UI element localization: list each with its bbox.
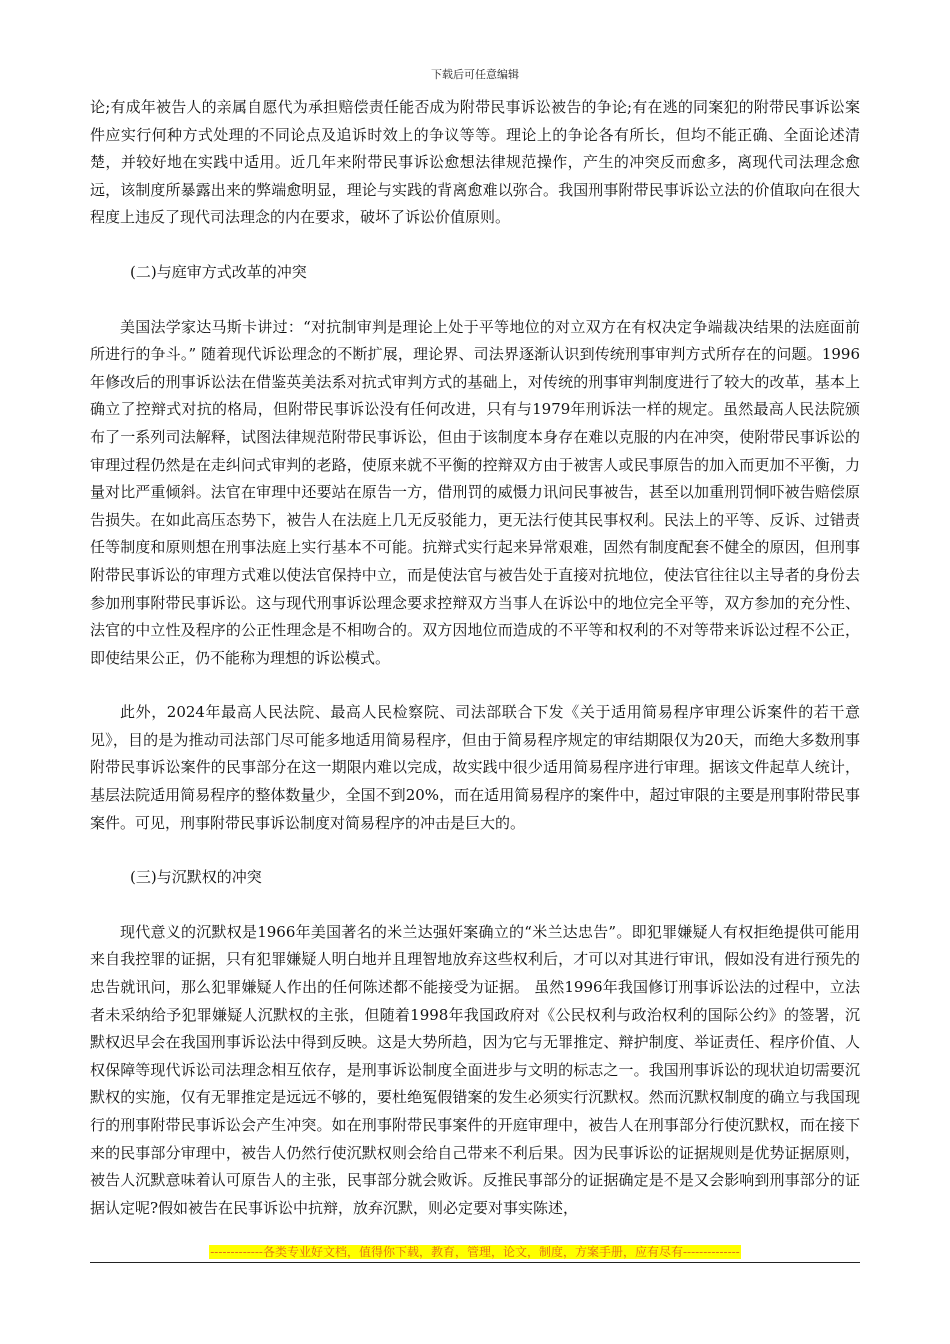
paragraph-3: 此外，2024年最高人民法院、最高人民检察院、司法部联合下发《关于适用简易程序审理公诉案件的若干意见》，目的是为推动司法部门尽可能多地适用简易程序，但由于简易程序规定的审结期限仅为20天，而绝大多数刑事附带民事诉讼案件的民事部分在这一期限内难以完成，故实践中很少适用简易程序进行审理。据该文件起草人统计，基层法院适用简易程序的整体数量少，全国不到20%，而在适用简易程序的案件中，超过审限的主要是刑事附带民事案件。可见，刑事附带民事诉讼制度对简易程序的冲击是巨大的。 bbox=[90, 703, 860, 832]
section-heading-2: (二)与庭审方式改革的冲突 bbox=[130, 262, 307, 281]
paragraph-1: 论;有成年被告人的亲属自愿代为承担赔偿责任能否成为附带民事诉讼被告的争论;有在逃的同案犯的附带民事诉讼案件应实行何种方式处理的不同论点及追诉时效上的争议等等。理论上的争论各有所长，但均不能正确、全面论述清楚，并较好地在实践中适用。近几年来附带民事诉讼愈想法律规范操作，产生的冲突反而愈多，离现代司法理念愈远，该制度所暴露出来的弊端愈明显，理论与实践的背离愈难以弥合。我国刑事附带民事诉讼立法的价值取向在很大程度上违反了现代司法理念的内在要求，破坏了诉讼价值原则。 bbox=[90, 98, 860, 227]
footer-banner-text: -------------各类专业好文档，值得你下载，教育，管理，论文，制度，方案手册，应有尽有-------------- bbox=[210, 1245, 740, 1259]
paragraph-gap bbox=[90, 892, 860, 919]
paragraph-gap bbox=[90, 672, 860, 699]
paragraph-gap bbox=[90, 287, 860, 314]
page-footer bbox=[0, 1241, 950, 1260]
paragraph-gap bbox=[90, 232, 860, 259]
paragraph-gap bbox=[90, 837, 860, 864]
footer-divider bbox=[90, 1262, 860, 1263]
page-header: 下载后可任意编辑 bbox=[431, 68, 519, 81]
paragraph-2: 美国法学家达马斯卡讲过：“对抗制审判是理论上处于平等地位的对立双方在有权决定争端裁决结果的法庭面前所进行的争斗。” 随着现代诉讼理念的不断扩展，理论界、司法界逐渐认识到传统刑事审判方式所存在的问题。1996年修改后的刑事诉讼法在借鉴英美法系对抗式审判方式的基础上，对传统的刑事审判制度进行了较大的改革，基本上确立了控辩式对抗的格局，但附带民事诉讼没有任何改进，只有与1979年刑诉法一样的规定。虽然最高人民法院颁布了一系列司法解释，试图法律规范附带民事诉讼，但由于该制度本身存在难以克服的内在冲突，使附带民事诉讼的审理过程仍然是在走纠问式审判的老路，使原来就不平衡的控辩双方由于被害人或民事原告的加入而更加不平衡，力量对比严重倾斜。法官在审理中还要站在原告一方，借刑罚的威慑力讯问民事被告，甚至以加重刑罚恫吓被告赔偿原告损失。在如此高压态势下，被告人在法庭上几无反驳能力，更无法行使其民事权利。民法上的平等、反诉、过错责任等制度和原则想在刑事法庭上实行基本不可能。抗辩式实行起来异常艰难，固然有制度配套不健全的原因，但刑事附带民事诉讼的审理方式难以使法官保持中立，而是使法官与被告处于直接对抗地位，使法官往往以主导者的身份去参加刑事附带民事诉讼。这与现代刑事诉讼理念要求控辩双方当事人在诉讼中的地位完全平等，双方参加的充分性、法官的中立性及程序的公正性理念是不相吻合的。双方因地位而造成的不平等和权利的不对等带来诉讼过程不公正，即使结果公正，仍不能称为理想的诉讼模式。 bbox=[90, 317, 860, 667]
paragraph-4: 现代意义的沉默权是1966年美国著名的米兰达强奸案确立的“米兰达忠告”。即犯罪嫌疑人有权拒绝提供可能用来自我控罪的证据，只有犯罪嫌疑人明白地并且理智地放弃这些权利后，才可以对其进行审讯，假如没有进行预先的忠告就讯问，那么犯罪嫌疑人作出的任何陈述都不能接受为证据。 虽然1996年我国修订刑事诉讼法的过程中，立法者未采纳给予犯罪嫌疑人沉默权的主张，但随着1998年我国政府对《公民权利与政治权利的国际公约》的签署，沉默权迟早会在我国刑事诉讼法中得到反映。这是大势所趋，因为它与无罪推定、辩护制度、举证责任、程序价值、人权保障等现代诉讼司法理念相互依存，是刑事诉讼制度全面进步与文明的标志之一。我国刑事诉讼的现状迫切需要沉默权的实施，仅有无罪推定是远远不够的，要杜绝冤假错案的发生必须实行沉默权。然而沉默权制度的确立与我国现行的刑事附带民事诉讼会产生冲突。如在刑事附带民事案件的开庭审理中，被告人在刑事部分行使沉默权，而在接下来的民事部分审理中，被告人仍然行使沉默权则会给自己带来不利后果。因为民事诉讼的证据规则是优势证据原则，被告人沉默意味着认可原告人的主张，民事部分就会败诉。反推民事部分的证据确定是不是又会影响到刑事部分的证据认定呢?假如被告在民事诉讼中抗辩，放弃沉默，则必定要对事实陈述， bbox=[90, 922, 860, 1217]
document-body bbox=[90, 94, 860, 1222]
section-heading-3: (三)与沉默权的冲突 bbox=[130, 868, 262, 887]
